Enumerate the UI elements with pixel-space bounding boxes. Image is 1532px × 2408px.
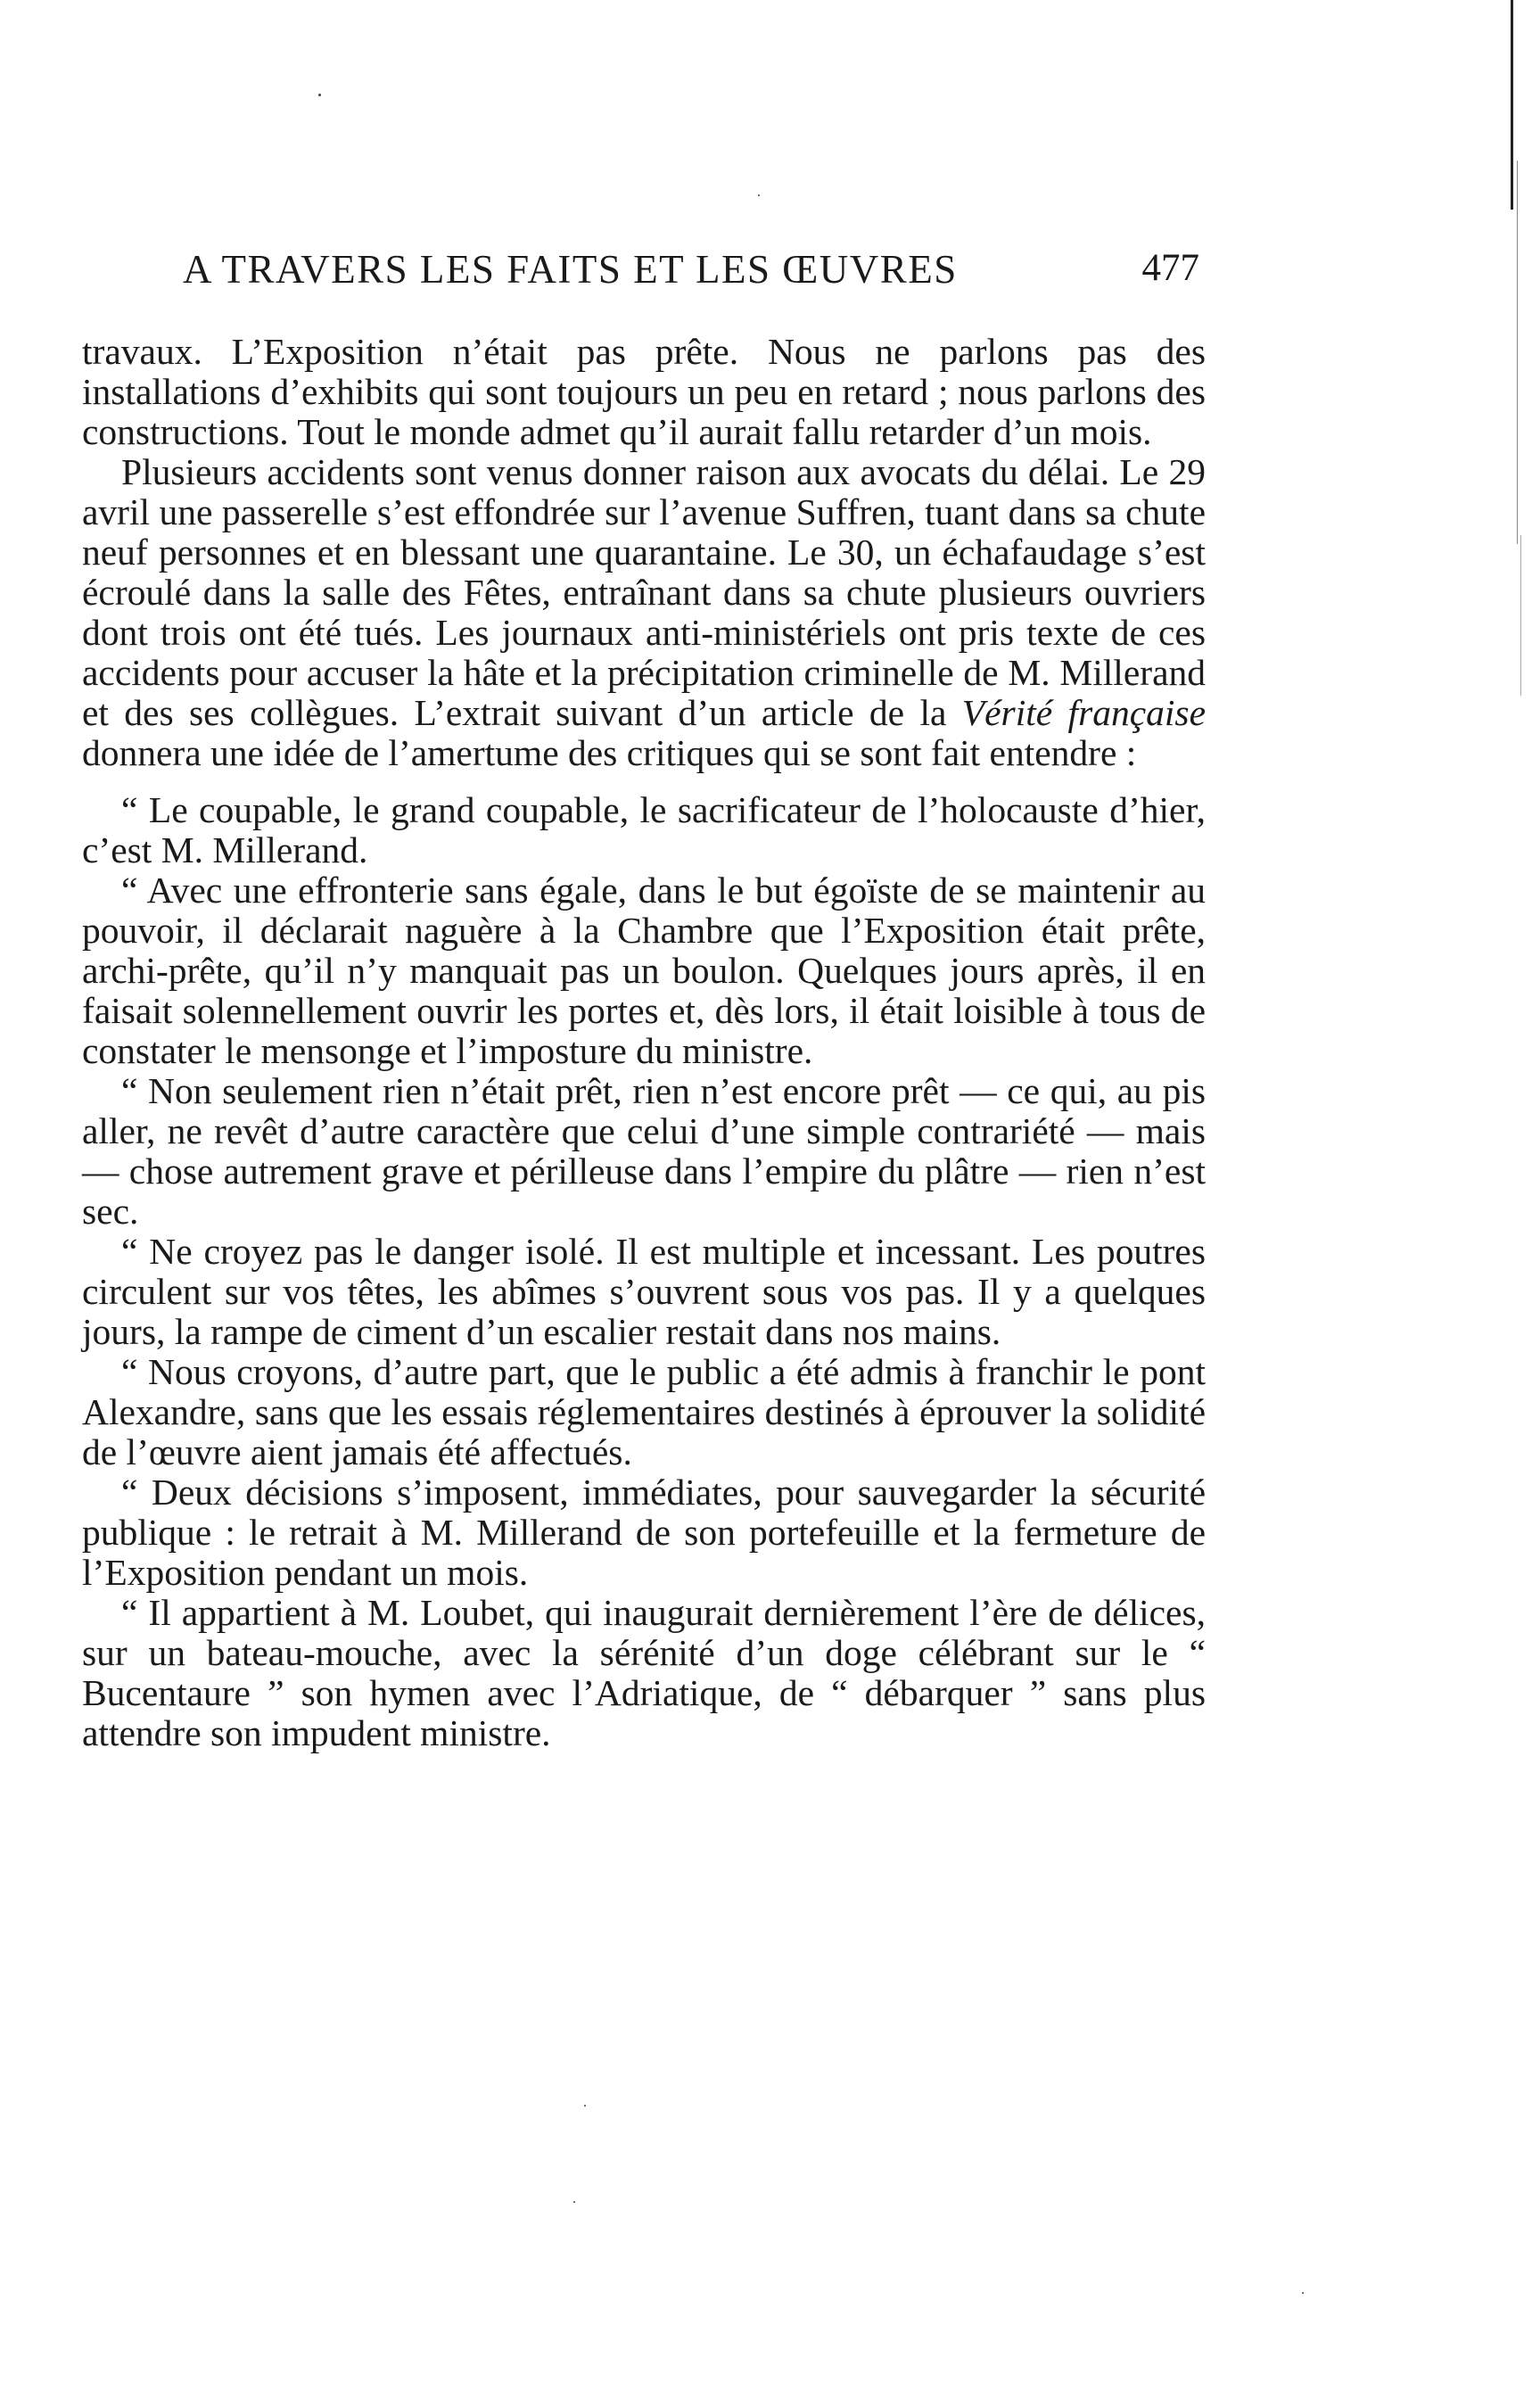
page-edge-shadow	[1517, 161, 1518, 544]
quote-paragraph-6: “ Deux décisions s’imposent, immédiates, pour sauvegarder la sécurité publique : le retrait à M. Millerand de son portefeuille et la fermeture de l’Exposition pendant un mois.	[82, 1472, 1206, 1593]
paragraph-2-text-end: donnera une idée de l’amertume des critiques qui se sont fait entendre :	[82, 732, 1137, 773]
quote-paragraph-1: “ Le coupable, le grand coupable, le sacrificateur de l’holocauste d’hier, c’est M. Millerand.	[82, 789, 1206, 870]
page-edge-shadow	[1511, 0, 1513, 210]
body-text	[82, 332, 1206, 1753]
newspaper-title: Vérité française	[961, 692, 1206, 733]
scan-speck	[758, 194, 760, 196]
quote-paragraph-5: “ Nous croyons, d’autre part, que le public a été admis à franchir le pont Alexandre, sans que les essais réglementaires destinés à éprouver la solidité de l’œuvre aient jamais été affectués.	[82, 1351, 1206, 1472]
quote-paragraph-7: “ Il appartient à M. Loubet, qui inaugurait dernièrement l’ère de délices, sur un bateau-mouche, avec la sérénité d’un doge célébrant sur le “ Bucentaure ” son hymen avec l’Adriatique, de “ débarquer ” sans plus attendre son impudent ministre.	[82, 1592, 1206, 1753]
paragraph-2	[82, 452, 1206, 773]
page-edge-shadow	[1520, 535, 1521, 696]
running-head	[134, 246, 1199, 300]
scan-speck	[573, 2201, 575, 2203]
quote-paragraph-4: “ Ne croyez pas le danger isolé. Il est multiple et incessant. Les poutres circulent sur vos têtes, les abîmes s’ouvrent sous vos pas. Il y a quelques jours, la rampe de ciment d’un escalier restait dans nos mains.	[82, 1231, 1206, 1352]
paragraph-1: travaux. L’Exposition n’était pas prête. Nous ne parlons pas des installations d’exhibits qui sont toujours un peu en retard ; nous parlons des constructions. Tout le monde admet qu’il aurait fallu retarder d’un mois.	[82, 331, 1206, 452]
scan-speck	[584, 2105, 586, 2107]
page-number: 477	[1141, 247, 1199, 289]
paragraph-2-text: Plusieurs accidents sont venus donner raison aux avocats du délai. Le 29 avril une passerelle s’est effondrée sur l’avenue Suffren, tuant dans sa chute neuf personnes et en blessant une quarantaine. Le 30, un échafaudage s’est écroulé dans la salle des Fêtes, entraînant dans sa chute plusieurs ouvriers dont trois ont été tués. Les journaux anti-ministériels ont pris texte de ces accidents pour accuser la hâte et la précipitation criminelle de M. Millerand et des ses collègues. L’extrait suivant d’un article de la	[82, 451, 1206, 733]
quote-paragraph-3: “ Non seulement rien n’était prêt, rien n’est encore prêt — ce qui, au pis aller, ne revêt d’autre caractère que celui d’une simple contrariété — mais — chose autrement grave et périlleuse dans l’empire du plâtre — rien n’est sec.	[82, 1070, 1206, 1232]
running-head-title: A TRAVERS LES FAITS ET LES ŒUVRES	[183, 247, 958, 292]
scan-speck	[1302, 2292, 1304, 2294]
scan-speck	[318, 94, 321, 96]
quote-paragraph-2: “ Avec une effronterie sans égale, dans le but égoïste de se maintenir au pouvoir, il déclarait naguère à la Chambre que l’Exposition était prête, archi-prête, qu’il n’y manquait pas un boulon. Quelques jours après, il en faisait solennellement ouvrir les portes et, dès lors, il était loisible à tous de constater le mensonge et l’imposture du ministre.	[82, 870, 1206, 1071]
